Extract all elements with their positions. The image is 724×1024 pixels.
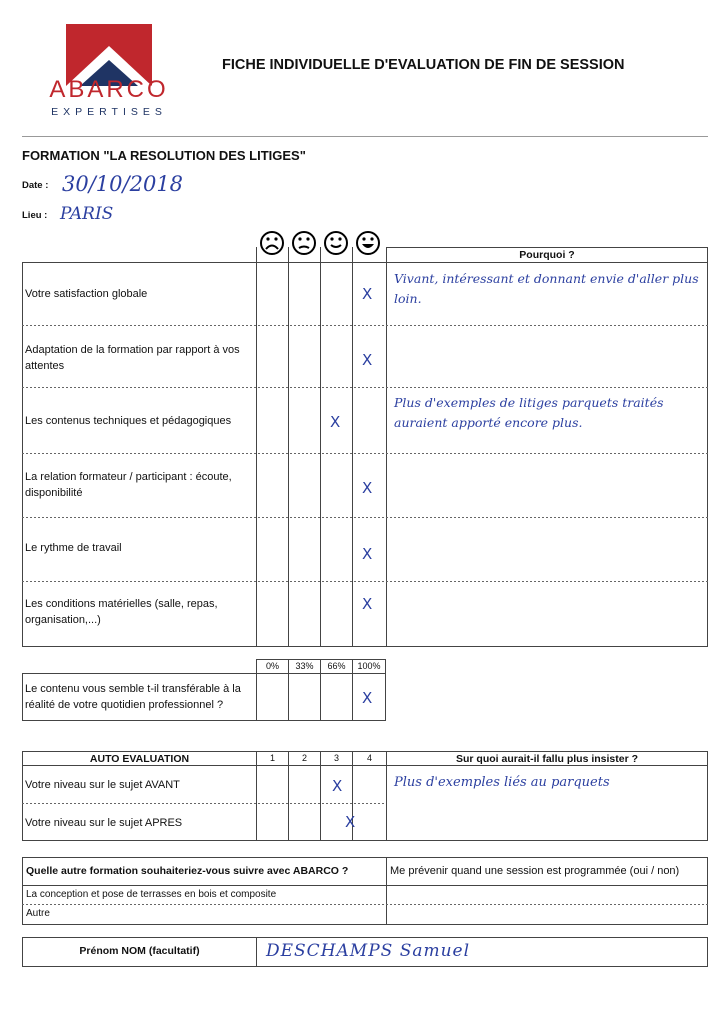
pct-100: 100% [357,661,381,671]
row-satisfaction-label: Votre satisfaction globale [25,288,148,300]
pct-66: 66% [327,661,346,671]
level-3: 3 [333,753,339,763]
other-question: Quelle autre formation souhaiteriez-vous suivre avec ABARCO ? [26,865,349,877]
other-item-autre: Autre [26,908,50,919]
abarco-logo [40,20,175,125]
row-relation-mark[interactable]: X [362,479,373,497]
level-1: 1 [269,753,275,763]
date-value: 30/10/2018 [62,172,184,196]
page-title: FICHE INDIVIDUELLE D'EVALUATION DE FIN DE SESSION [222,57,625,73]
row-adaptation-label: Adaptation de la formation par rapport à vos attentes [25,344,240,372]
date-label: Date : [22,180,49,191]
row-contenus-comment: Plus d'exemples de litiges parquets traités auraient apporté encore plus. [394,395,664,430]
insist-header: Sur quoi aurait-il fallu plus insister ? [455,753,639,765]
satisfaction-table [22,247,708,647]
avant-label: Votre niveau sur le sujet AVANT [25,779,180,791]
auto-eval-header: AUTO EVALUATION [89,753,190,765]
transfer-label: Le contenu vous semble t-il transférable à la réalité de votre quotidien professionnel ? [25,683,241,711]
row-adaptation-mark[interactable]: X [362,351,373,369]
other-formation-table [22,857,708,925]
row-satisfaction-mark[interactable]: X [362,285,373,303]
row-relation-label: La relation formateur / participant : écoute, disponibilité [25,471,232,499]
row-rythme-label: Le rythme de travail [25,542,122,554]
why-header: Pourquoi ? [519,249,575,261]
other-item-terrasses: La conception et pose de terrasses en bois et composite [26,889,277,900]
logo-brand: ABARCO [49,76,169,103]
row-rythme-mark[interactable]: X [362,545,373,563]
name-label: Prénom NOM (facultatif) [79,945,200,957]
transfer-table [22,659,386,721]
lieu-value: PARIS [60,204,114,224]
row-contenus-label: Les contenus techniques et pédagogiques [25,415,232,427]
insist-comment: Plus d'exemples liés au parquets [394,775,610,790]
row-satisfaction-comment: Vivant, intéressant et donnant envie d'aller plus loin. [394,271,699,306]
row-contenus-mark[interactable]: X [330,413,341,431]
apres-mark[interactable]: X [345,813,356,831]
header-rule [22,136,708,137]
level-2: 2 [301,753,307,763]
row-conditions-label: Les conditions matérielles (salle, repas, organisation,...) [25,598,218,626]
row-conditions-mark[interactable]: X [362,595,373,613]
name-value[interactable]: DESCHAMPS Samuel [266,941,471,961]
level-4: 4 [366,753,372,763]
pct-33: 33% [295,661,314,671]
apres-label: Votre niveau sur le sujet APRES [25,817,183,829]
formation-title: FORMATION "LA RESOLUTION DES LITIGES" [22,148,306,163]
avant-mark[interactable]: X [332,777,343,795]
auto-eval-table [22,751,708,841]
logo-sub: EXPERTISES [51,106,167,118]
transfer-mark[interactable]: X [362,689,373,707]
pct-0: 0% [265,661,279,671]
notify-question: Me prévenir quand une session est programmée (oui / non) [390,865,680,877]
name-table [22,937,708,967]
lieu-label: Lieu : [22,210,48,221]
